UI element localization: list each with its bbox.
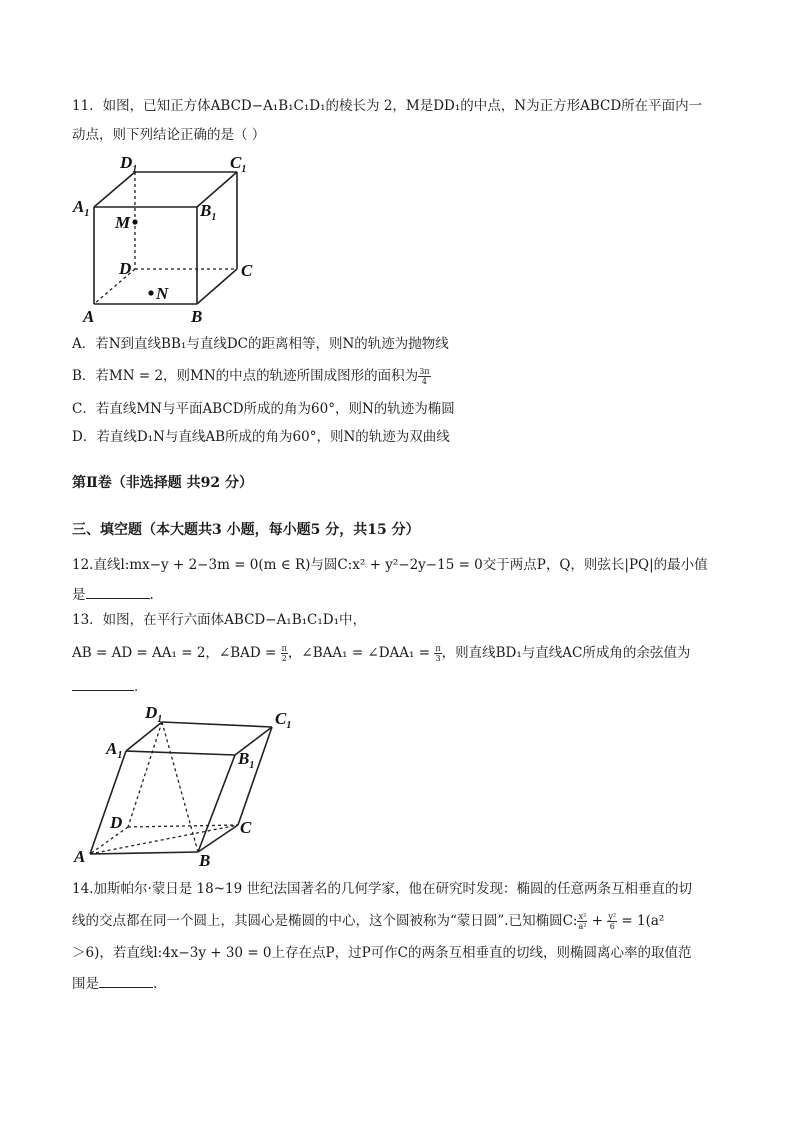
q14-line1: 14.加斯帕尔·蒙日是 18~19 世纪法国著名的几何学家，他在研究时发现：椭圆的任意两条互相垂直的切 <box>72 881 693 897</box>
point-M <box>132 219 137 224</box>
q11-option-b-fraction: $\frac{3\pi}{4}$ <box>419 367 430 386</box>
q11-option-b-text: B．若MN = 2，则MN的中点的轨迹所围成图形的面积为 <box>72 368 419 384</box>
q14-frac-x: $\frac{\text{x²}}{\text{a²}}$ <box>578 912 587 931</box>
q13-answer-blank[interactable]: . <box>72 676 138 695</box>
q11-option-b <box>72 367 431 386</box>
label-C: C <box>241 261 253 280</box>
q13-frac-baa1: $\frac{\pi}{3}$ <box>435 644 441 663</box>
edge-BC <box>197 269 237 304</box>
part2-title: 第Ⅱ卷（非选择题 共92 分） <box>72 475 254 491</box>
q11-option-d: D．若直线D₁N与直线AB所成的角为60°，则N的轨迹为双曲线 <box>72 429 450 445</box>
q14-line2: 线的交点都在同一个圆上，其圆心是椭圆的中心，这个圆被称为“蒙日圆”.已知椭圆C: $\frac{\text{x²}}{\text{a²}}$ + $\frac{\text{y²}}{6}$ = 1(a² <box>72 912 665 931</box>
label-D1: $D_1$ <box>145 703 163 725</box>
edge-A1D1 <box>94 172 135 207</box>
q14-frac-y: $\frac{\text{y²}}{6}$ <box>608 912 617 931</box>
q14-answer-blank[interactable] <box>99 973 153 988</box>
label-B: B <box>199 851 211 870</box>
q14-line4-text: 围是 <box>72 976 99 992</box>
q11-stem-line1: 11．如图，已知正方体ABCD−A₁B₁C₁D₁的棱长为 2，M是DD₁的中点，N为正方形ABCD所在平面内一 <box>72 98 703 114</box>
q11-option-c: C．若直线MN与平面ABCD所成的角为60°，则N的轨迹为椭圆 <box>72 401 455 417</box>
q11-option-a: A．若N到直线BB₁与直线DC的距离相等，则N的轨迹为抛物线 <box>72 336 449 352</box>
q14-line3: ＞6)，若直线l:4x−3y + 30 = 0上存在点P，过P可作C的两条互相垂直的切线，则椭圆离心率的取值范 <box>72 945 692 961</box>
q12-answer-blank[interactable] <box>86 584 150 599</box>
label-M: M <box>115 213 131 232</box>
label-D: D <box>110 813 123 832</box>
section3-title: 三、填空题（本大题共3 小题，每小题5 分，共15 分） <box>72 522 420 538</box>
q12-line2: 是 . <box>72 584 154 604</box>
q12-line2-text: 是 <box>72 587 86 603</box>
parallelepiped-figure <box>70 700 310 870</box>
q11-stem-line2: 动点，则下列结论正确的是（ ） <box>72 127 266 143</box>
point-N <box>148 290 153 295</box>
q13-frac-bad: $\frac{\pi}{2}$ <box>281 644 287 663</box>
label-D1: $D_1$ <box>120 153 138 175</box>
q12-line1: 12.直线l:mx−y + 2−3m = 0(m ∈ R)与圆C:x² + y²−2y−15 = 0交于两点P，Q，则弦长|PQ|的最小值 <box>72 557 708 573</box>
label-N: N <box>156 284 169 303</box>
cube-figure <box>70 150 270 325</box>
label-A1: $A_1$ <box>106 739 123 761</box>
label-C1: $C_1$ <box>275 709 292 731</box>
label-A: A <box>74 847 86 866</box>
label-A1: $A_1$ <box>73 197 90 219</box>
q13-line2: AB = AD = AA₁ = 2，∠BAD = $\frac{\pi}{2}$ ，∠BAA₁ = ∠DAA₁ = $\frac{\pi}{3}$ ，则直线BD₁与直线AC所成角的余弦值为 <box>72 644 691 663</box>
label-B1: $B_1$ <box>200 201 217 223</box>
label-D: D <box>119 259 132 278</box>
label-A: A <box>83 307 95 326</box>
label-B: B <box>191 307 203 326</box>
q13-line1: 13．如图，在平行六面体ABCD−A₁B₁C₁D₁中， <box>72 612 367 628</box>
label-C: C <box>240 818 252 837</box>
label-B1: $B_1$ <box>238 749 255 771</box>
label-C1: $C_1$ <box>230 153 247 175</box>
q14-line4: 围是 . <box>72 973 157 993</box>
line-BD1 <box>162 722 198 852</box>
